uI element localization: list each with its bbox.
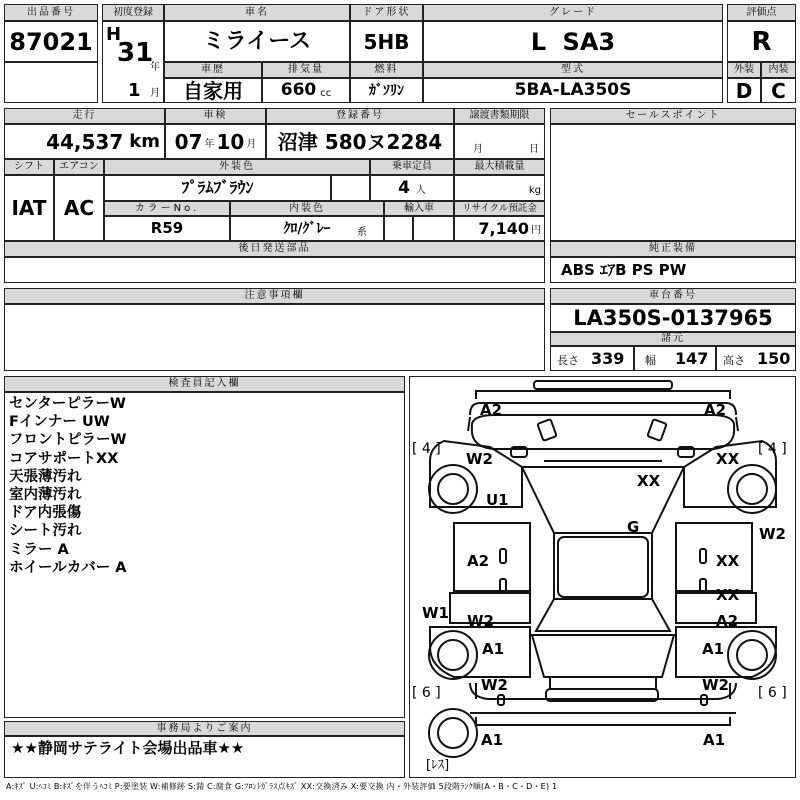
inspector-note: ホイールカバー A <box>9 559 127 576</box>
door-type: 5HB <box>350 21 423 62</box>
displacement-unit: cc <box>320 87 332 99</box>
damage-mark: A2 <box>716 612 739 630</box>
inspector-note: フロントピラーW <box>9 432 127 449</box>
damage-mark: XX <box>637 472 661 490</box>
max-load-cell <box>454 175 545 201</box>
registration-year: 31 <box>117 38 154 68</box>
inspector-note: コアサポートXX <box>9 450 119 467</box>
damage-mark: A1 <box>482 640 505 658</box>
spec-height-label: 高さ <box>723 354 745 367</box>
inspection-month: 10 <box>216 129 245 154</box>
score: R <box>727 21 796 62</box>
caution-header: 注意事項欄 <box>4 288 545 304</box>
color-no-header: カラーNo. <box>104 201 230 216</box>
inspector-note: Fインナー UW <box>9 414 110 431</box>
spare-tire-mark: [ﾚｽ] <box>426 758 450 773</box>
recycle-fee-unit: 円 <box>531 225 541 236</box>
max-load-header: 最大積載量 <box>454 159 545 175</box>
damage-mark: W1 <box>422 604 449 622</box>
transfer-day-unit: 日 <box>529 144 539 155</box>
model-code: 5BA-LA350S <box>423 78 723 103</box>
displacement-header: 排気量 <box>262 62 350 78</box>
displacement-cell <box>262 78 350 103</box>
car-name: ミライース <box>164 21 350 62</box>
mileage: 44,537 <box>46 129 124 154</box>
inspector-note: 天張薄汚れ <box>9 468 82 485</box>
tire-tread-mark: [ 4 ] <box>412 441 441 457</box>
genuine-equipment-header: 純正装備 <box>550 241 796 257</box>
inspector-note: センターピラーW <box>9 396 126 412</box>
spec-length <box>550 346 634 371</box>
sales-points-header: セールスポイント <box>550 108 796 124</box>
spec-length-label: 長さ <box>557 354 579 367</box>
damage-mark: A2 <box>467 552 490 570</box>
damage-mark: A1 <box>702 640 725 658</box>
year-unit: 年 <box>150 62 160 73</box>
inspection-cell <box>165 124 266 159</box>
spec-width-value: 147 <box>675 349 709 368</box>
specs-header: 諸元 <box>550 332 796 346</box>
registration-number-header: 登録番号 <box>266 108 454 124</box>
damage-mark: W2 <box>467 612 494 630</box>
transfer-deadline-header: 譲渡書類期限 <box>454 108 545 124</box>
fuel: ｶﾞｿﾘﾝ <box>350 78 423 103</box>
month-unit: 月 <box>150 88 160 99</box>
interior-color-unit: 系 <box>357 227 367 238</box>
inspection-header: 車検 <box>165 108 266 124</box>
damage-mark: W2 <box>481 676 508 694</box>
damage-mark: XX <box>716 552 740 570</box>
inspection-year-unit: 年 <box>204 138 215 150</box>
caution <box>4 304 545 371</box>
inspector-note: シート汚れ <box>9 523 82 540</box>
tire-tread-mark: [ 4 ] <box>758 441 787 457</box>
transfer-deadline-cell <box>454 124 545 159</box>
later-parts-header: 後日発送部品 <box>4 241 545 257</box>
exterior-color-blank <box>331 175 370 201</box>
office-notice-header: 事務局よりご案内 <box>4 721 405 736</box>
exterior-score-header: 外装 <box>727 62 761 78</box>
mileage-unit: km <box>129 130 160 152</box>
damage-mark: XX <box>716 586 740 604</box>
lot-number: 87021 <box>4 21 98 62</box>
spec-length-value: 339 <box>591 349 625 368</box>
lot-number-header: 出品番号 <box>4 4 98 21</box>
shift-header: シフト <box>4 159 54 175</box>
max-load-unit: kg <box>528 185 541 196</box>
sales-points <box>550 124 796 241</box>
registration-month: 1 <box>128 80 141 101</box>
inspector-notes <box>4 392 405 718</box>
interior-color-cell <box>230 216 384 241</box>
genuine-equipment: ABS ｴｱB PS PW <box>550 257 796 283</box>
capacity-cell <box>370 175 454 201</box>
damage-mark: W2 <box>759 525 786 543</box>
damage-mark: A1 <box>703 731 726 749</box>
tire-tread-mark: [ 6 ] <box>758 685 787 701</box>
imported-cell-a <box>384 216 413 241</box>
score-header: 評価点 <box>727 4 796 21</box>
transfer-month-unit: 月 <box>473 144 483 155</box>
exterior-color: ﾌﾟﾗﾑﾌﾞﾗｳﾝ <box>104 175 331 201</box>
damage-mark: G <box>627 518 640 536</box>
era: H <box>106 24 122 45</box>
exterior-color-header: 外装色 <box>104 159 370 175</box>
damage-mark: XX <box>716 450 740 468</box>
car-diagram <box>409 376 796 778</box>
fuel-header: 燃料 <box>350 62 423 78</box>
spec-width <box>634 346 716 371</box>
inspector-note: ドア内張傷 <box>9 505 82 522</box>
interior-color-header: 内装色 <box>230 201 384 216</box>
damage-mark: U1 <box>486 491 509 509</box>
car-outline-svg <box>410 377 795 777</box>
imported-header: 輸入車 <box>384 201 454 216</box>
door-type-header: ドア形状 <box>350 4 423 21</box>
damage-mark: W2 <box>466 450 493 468</box>
lot-number-blank <box>4 62 98 103</box>
inspector-notes-header: 検査員記入欄 <box>4 376 405 392</box>
aircon-header: エアコン <box>54 159 104 175</box>
displacement: 660 <box>280 80 317 100</box>
imported-cell-b <box>413 216 454 241</box>
mileage-cell <box>4 124 165 159</box>
spec-height-value: 150 <box>757 349 791 368</box>
damage-mark: A1 <box>481 731 504 749</box>
office-notice: ★★静岡サテライト会場出品車★★ <box>4 736 405 778</box>
interior-score-header: 内装 <box>761 62 796 78</box>
spec-width-label: 幅 <box>645 354 656 367</box>
history-header: 車歴 <box>164 62 262 78</box>
damage-mark: A2 <box>480 401 503 419</box>
recycle-fee-cell <box>454 216 545 241</box>
car-name-header: 車名 <box>164 4 350 21</box>
history: 自家用 <box>164 78 262 103</box>
interior-color: ｸﾛ/ｸﾞﾚｰ <box>283 220 331 237</box>
chassis-number-header: 車台番号 <box>550 288 796 304</box>
spec-height <box>716 346 796 371</box>
capacity-header: 乗車定員 <box>370 159 454 175</box>
inspector-note: 室内薄汚れ <box>9 487 82 504</box>
first-registration-cell <box>102 21 164 103</box>
model-code-header: 型式 <box>423 62 723 78</box>
mileage-header: 走行 <box>4 108 165 124</box>
capacity-unit: 人 <box>415 184 426 196</box>
inspection-month-unit: 月 <box>246 138 257 150</box>
grade-header: グレード <box>423 4 723 21</box>
tire-tread-mark: [ 6 ] <box>412 685 441 701</box>
aircon: AC <box>54 175 104 241</box>
first-registration-header: 初度登録 <box>102 4 164 21</box>
shift: IAT <box>4 175 54 241</box>
legend: A:ｷｽﾞ U:ﾍｺﾐ B:ｷｽﾞを伴うﾍｺﾐ P:要塗装 W:補修跡 S:錆 C:腐食 G:ﾌﾛﾝﾄｶﾞﾗｽ点ｷｽﾞ XX:交換済み X:要交換 内・外装評価 5段階ﾗﾝｸ順(A・B・C・D・E) 1 <box>6 782 558 791</box>
exterior-score: D <box>727 78 761 103</box>
later-parts <box>4 257 545 283</box>
registration-number: 沼津 580ヌ2284 <box>266 124 454 159</box>
recycle-fee-header: リサイクル預託金 <box>454 201 545 216</box>
color-no: R59 <box>104 216 230 241</box>
interior-score: C <box>761 78 796 103</box>
chassis-number: LA350S-0137965 <box>550 304 796 332</box>
grade: L SA3 <box>423 21 723 62</box>
inspector-note: ミラー A <box>9 541 69 558</box>
damage-mark: A2 <box>704 401 727 419</box>
damage-mark: W2 <box>702 676 729 694</box>
inspection-year: 07 <box>174 129 203 154</box>
recycle-fee: 7,140 <box>478 218 529 238</box>
capacity: 4 <box>398 177 410 198</box>
